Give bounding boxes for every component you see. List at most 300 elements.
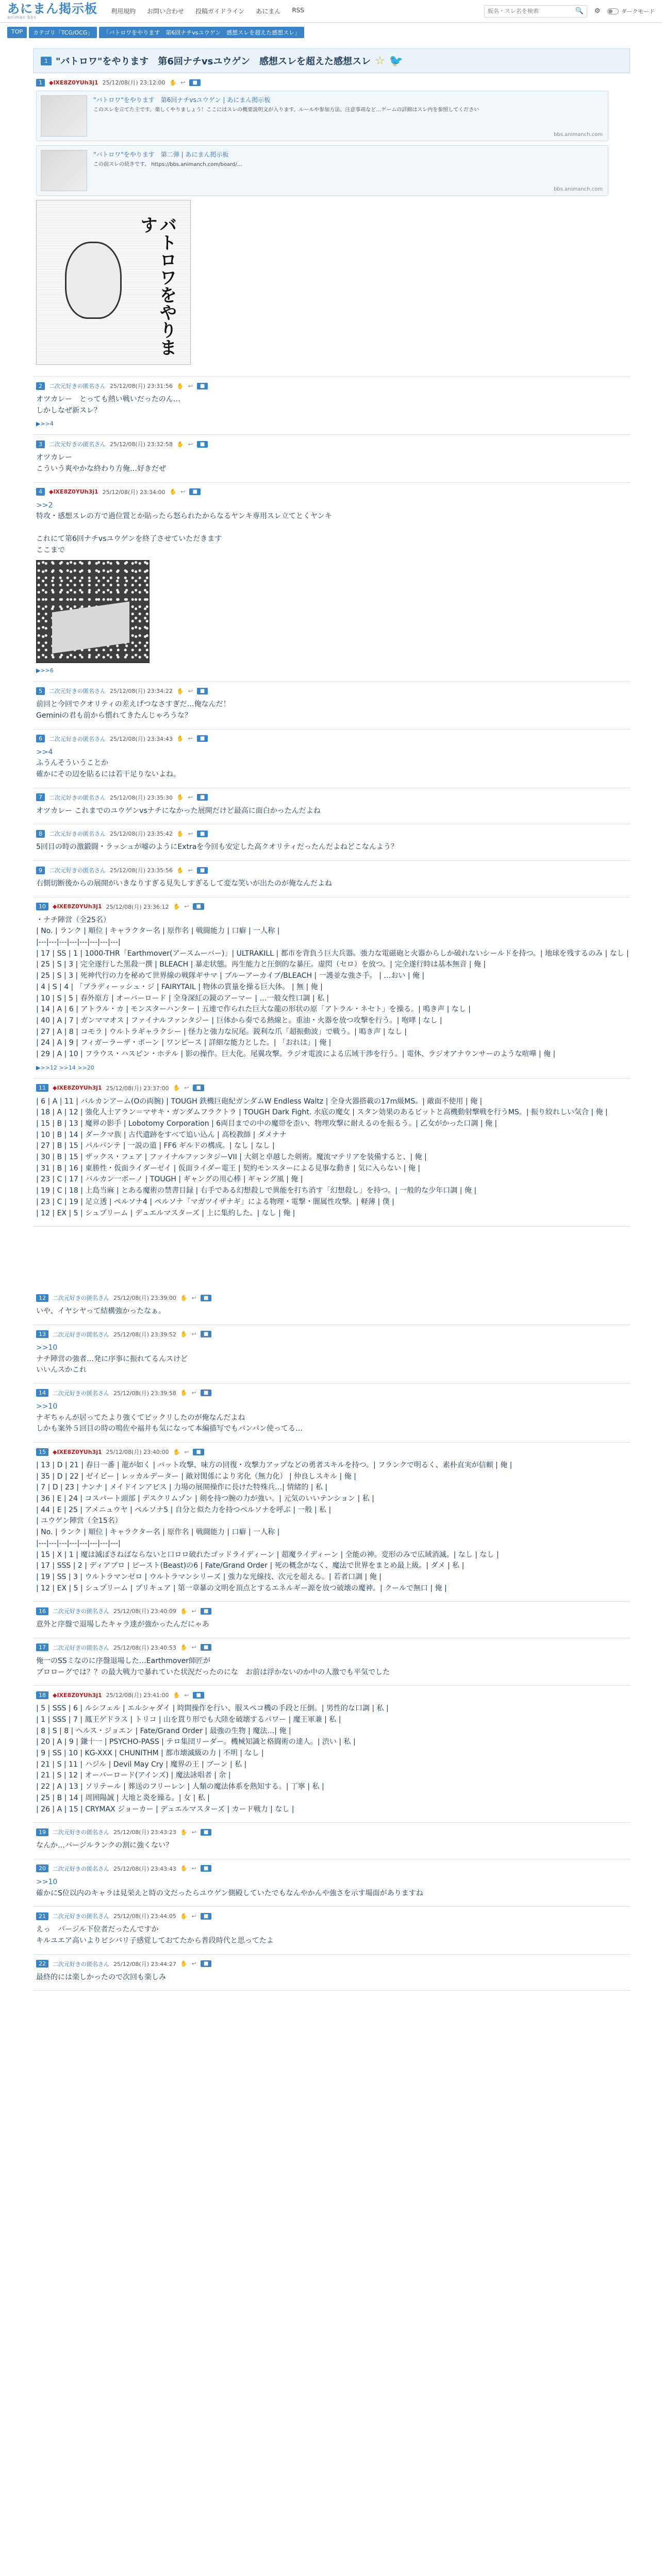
nav-contact[interactable]: お問い合わせ	[147, 8, 185, 15]
post-author: 二次元好きの匿名さん	[53, 1913, 109, 1920]
post-date: 25/12/08(月) 23:44:27	[113, 1960, 176, 1968]
like-icon[interactable]: ✋	[180, 1389, 188, 1397]
post-line: | 30 | B | 15 | ザックス・フェア | ファイナルファンタジーVII | 大剣と卓越した剣術。魔流マテリアを装備すると、| 俺 |	[36, 1153, 427, 1162]
post-body	[33, 1306, 630, 1317]
report-button[interactable]: ■	[197, 794, 208, 801]
post	[33, 1325, 630, 1384]
reply-icon[interactable]: ↩	[180, 79, 186, 86]
post-line	[36, 522, 630, 534]
page-title: "バトロワ"をやります 第6回ナチvsユウゲン 感想スレを超えた感想スレ	[56, 56, 371, 67]
reply-icon[interactable]: ↩	[184, 1691, 189, 1699]
reply-anchor[interactable]: >>10	[36, 1343, 58, 1352]
nav-guidelines[interactable]: 投稿ガイドライン	[195, 8, 245, 15]
post	[33, 1289, 630, 1325]
post	[33, 1955, 630, 1991]
link-card-title[interactable]: "バトロワ"をやります 第二弾 | あにまん掲示板	[93, 151, 229, 158]
post-header	[33, 1294, 630, 1302]
like-icon[interactable]: ✋	[169, 488, 177, 496]
post-author: 二次元好きの匿名さん	[53, 1389, 109, 1397]
main-nav	[111, 7, 304, 15]
post	[33, 1859, 630, 1907]
reply-icon[interactable]: ↩	[191, 1912, 196, 1920]
post-date: 25/12/08(月) 23:40:09	[113, 1608, 176, 1615]
report-button[interactable]: ■	[197, 383, 208, 389]
post-line: | 29 | A | 10 | フラウス・ハスピン・ホテル | 影の操作。巨大化。尾翼攻撃。ラジオ電波による広域干渉を行う。| 電休、ラジオアナウンサーのような喧嘩 | 俺 |	[36, 1049, 556, 1058]
report-button[interactable]: ■	[201, 1295, 211, 1301]
link-card[interactable]	[36, 91, 608, 141]
post	[33, 435, 630, 482]
post-line: | 17 | SSS | 2 | ディアブロ | ビースト(Beast)の6 | Fate/Grand Order | 死の概念がなく、魔法で世界をまとめ最上級。| ダメ | 私 |	[36, 1562, 465, 1570]
report-button[interactable]: ■	[197, 831, 208, 837]
post-header	[33, 1448, 630, 1456]
post-author: 二次元好きの匿名さん	[53, 1608, 109, 1615]
post-number[interactable]: 21	[36, 1912, 48, 1920]
reply-icon[interactable]: ↩	[188, 735, 193, 742]
post-line: | 23 | C | 17 | バルカン一ボーノ | TOUGH | ギャングの用心棒 | ギャング風 | 俺 |	[36, 1175, 303, 1184]
post-body	[33, 699, 630, 721]
nav-terms[interactable]: 利用規約	[111, 8, 136, 15]
reply-icon[interactable]: ↩	[188, 794, 193, 801]
report-button[interactable]: ■	[201, 1644, 211, 1651]
post-line: | 21 | S | 11 | ハジル | Devil May Cry | 魔界の王 | ブーン | 私 |	[36, 1760, 247, 1769]
post-line: | 10 | B | 14 | ダークマ族 | 古代遺跡をすべて追い込ん | 高校教師 | ダメナナ	[36, 1130, 287, 1139]
post-line: | 20 | A | 9 | 鎌十一 | PSYCHO-PASS | テロ集団リーダー。機械知識と格闘術の達人。| 渋い | 私 |	[36, 1738, 356, 1747]
post-line: | 5 | SSS | 6 | ルシフェル | エルシャダイ | 時間操作を行い、服スペコ機の手段と圧倒。| 男性的な口調 | 私 |	[36, 1704, 389, 1713]
post	[33, 861, 630, 897]
post-line: | 13 | D | 21 | 春日一番 | 龍が如く | バット攻撃、味方の回復・攻撃力アップなどの勇者スキルを持つ。| フランクで明るく、素朴直実が信頼 | 俺 |	[36, 1461, 512, 1469]
dark-mode-label: ダークモード	[621, 8, 655, 15]
post-date: 25/12/08(月) 23:35:56	[110, 867, 173, 874]
post-line: | 15 | X | 1 | 魔は滅ぼさねばならないと口ロロ破れたゴッドライディーン | 超魔ライディーン | 全能の神。変形のみで広域消滅。| なし | なし |	[36, 1550, 499, 1559]
post-line: | 19 | SS | 3 | ウルトラマンゼロ | ウルトラマンシリーズ | 強力な光線技、次元を超える。| 若者口調 | 俺 |	[36, 1572, 382, 1581]
post-line: | 12 | EX | 5 | シュプリーム | プリキュア | 第一章暴の文明を頂点とするエネルギー源を放つ破壊の魔神。| クールで無口 | 俺 |	[36, 1584, 447, 1592]
post-body	[33, 500, 630, 556]
reply-links[interactable]: ▶>>12 >>14 >>20	[36, 1064, 94, 1071]
post-number[interactable]: 15	[36, 1448, 48, 1456]
post	[33, 788, 630, 825]
reply-icon[interactable]: ↩	[191, 1607, 196, 1615]
post-line: | 4 | S | 4 | 「ブラディーッシュ・ジ | FAIRYTAIL | 物体の質量を操る巨大体。 | 無 | 俺 |	[36, 982, 323, 991]
reply-icon[interactable]: ↩	[188, 830, 193, 837]
post-header	[33, 1691, 630, 1699]
post-line: いや、イヤシヤって結構強かったなぁ。	[36, 1307, 166, 1316]
post-number[interactable]: 17	[36, 1643, 48, 1651]
post-line: これにて第6回ナチvsユウゲンを終了させていただきます	[36, 534, 222, 543]
post-line: | 18 | A | 12 | 強化人士アラン＝マサキ・ガンダムフラクトラ | TOUGH Dark Fight. 水底の魔女 | スタン効果のあるビットと高機動射撃戦を行うMS。| 振り絞れしい気合 | 俺 |	[36, 1108, 608, 1117]
manga-caption: バトロワをやります	[137, 216, 177, 356]
reply-icon[interactable]: ↩	[191, 1644, 196, 1651]
site-logo[interactable]	[7, 3, 97, 20]
dark-mode-toggle[interactable]	[607, 7, 655, 15]
post-line: | 9 | SS | 10 | KG-XXX | CHUNITHM | 都市壊滅級の力 | 不明 | なし |	[36, 1749, 264, 1758]
post-line: | 26 | A | 15 | CRYMAX ジョーカー | デュエルマスターズ | カード戦力 | なし |	[36, 1805, 294, 1814]
post-body	[33, 1096, 630, 1219]
post-date: 25/12/08(月) 23:35:30	[110, 794, 173, 801]
like-icon[interactable]: ✋	[176, 382, 184, 389]
search-icon[interactable]: 🔍	[575, 7, 584, 15]
post-date: 25/12/08(月) 23:40:53	[113, 1644, 176, 1651]
link-card[interactable]	[36, 145, 608, 196]
post-date: 25/12/08(月) 23:40:00	[106, 1449, 169, 1455]
post-number[interactable]: 8	[36, 830, 45, 838]
post-body	[33, 1656, 630, 1678]
post-line: しかも案外５回目の時の鳴佐や福井も気になって本編描写でもパンパン使ってる…	[36, 1425, 303, 1433]
post-header	[33, 1865, 630, 1873]
post-body	[33, 915, 630, 1060]
post-date: 25/12/08(月) 23:39:00	[113, 1295, 176, 1302]
post-date: 25/12/08(月) 23:35:42	[110, 831, 173, 838]
reply-icon[interactable]: ↩	[184, 1084, 189, 1092]
post-line: | 25 | S | 3 | 死神代行の力を秘めて世界線の戦隊ギサマ | ブルーアーカイブ/BLEACH | 一護並な強さ手。 | …おい | 俺 |	[36, 972, 425, 980]
post-line: ふうんそういうことか	[36, 759, 108, 768]
post-number[interactable]: 4	[36, 488, 45, 496]
like-icon[interactable]: ✋	[180, 1960, 188, 1968]
like-icon[interactable]: ✋	[180, 1865, 188, 1872]
link-card-domain: bbs.animanch.com	[554, 132, 603, 138]
post-date: 25/12/08(月) 23:34:00	[102, 488, 166, 496]
link-card-text	[93, 150, 242, 191]
report-button[interactable]: ■	[193, 1084, 204, 1091]
report-button[interactable]: ■	[201, 1608, 211, 1615]
post-line: | 40 | A | 7 | ガンママオス | ファイナルファンタジー | 巨体から奏でる熱線と。重油・火器を放つ攻撃を行う。| 咆哮 | なし |	[36, 1016, 442, 1025]
post-line: | 31 | B | 16 | 東勝性・仮面ライダーゼイ | 仮面ライダー電王 | 契約モンスターによる見事な動き | 気に入らない | 俺 |	[36, 1164, 420, 1173]
report-button[interactable]: ■	[201, 1389, 211, 1396]
reply-anchor[interactable]: >>10	[36, 1877, 58, 1886]
post-line: | No. | ランク | 順位 | キャラクター名 | 原作名 | 戦闘能力 | 口癖 | 一人称 |	[36, 927, 280, 936]
post	[33, 1079, 630, 1227]
post-number[interactable]: 14	[36, 1389, 48, 1397]
post-number[interactable]: 16	[36, 1607, 48, 1615]
post-number[interactable]: 9	[36, 867, 45, 874]
nav-rss[interactable]: RSS	[292, 7, 304, 14]
report-button[interactable]: ■	[201, 1960, 211, 1967]
link-card-thumbnail	[41, 95, 87, 137]
post-body	[33, 1877, 630, 1899]
post-number[interactable]: 20	[36, 1865, 48, 1872]
reply-icon[interactable]: ↩	[188, 382, 193, 389]
post-line: Geminiの君も前から慣れてきたんじゃろうな？	[36, 711, 192, 720]
report-button[interactable]: ■	[197, 441, 208, 448]
like-icon[interactable]: ✋	[180, 1607, 188, 1615]
logo-subtext: animan bbs	[7, 15, 37, 20]
reply-icon[interactable]: ↩	[180, 488, 186, 496]
post-body	[33, 842, 630, 853]
post-body	[33, 1840, 630, 1852]
reply-icon[interactable]: ↩	[184, 1448, 189, 1455]
report-button[interactable]: ■	[193, 903, 204, 910]
attached-image[interactable]	[36, 560, 150, 663]
post-author: ◆IXE8Z0YUh3j1	[53, 1691, 102, 1699]
post-number[interactable]: 1	[36, 79, 45, 87]
post-line: オツカレー	[36, 453, 72, 462]
like-icon[interactable]: ✋	[176, 687, 184, 694]
post-line: | 21 | S | 12 | オーバーロード(アインズ) | 魔法詠唱者 | 余 |	[36, 1771, 231, 1780]
post-line: しかしなぜ新スレ？	[36, 406, 101, 415]
post-author: 二次元好きの匿名さん	[49, 441, 106, 448]
post-header	[33, 1643, 630, 1652]
manga-image[interactable]	[36, 200, 191, 365]
post-line: えっ バージル下位者だったんですか	[36, 1925, 159, 1934]
post-line: 最終的には楽しかったので次回も楽しみ	[36, 1973, 166, 1981]
breadcrumb	[0, 23, 662, 42]
post-line: ここまで	[36, 546, 65, 554]
breadcrumb-category[interactable]: カテゴリ「TCG/OCG」	[29, 27, 97, 38]
post-header	[33, 1084, 630, 1092]
post	[33, 682, 630, 729]
post-header	[33, 78, 630, 87]
link-card-text	[93, 95, 479, 137]
report-button[interactable]: ■	[189, 79, 200, 86]
report-button[interactable]: ■	[189, 488, 200, 495]
post	[33, 824, 630, 861]
post-line: 5回目の時の激鍛闘・ラッシュが嘘のようにExtraを今回も安定した高クオリティだったんだよねどこなんよう？	[36, 843, 398, 852]
post	[33, 483, 630, 682]
post-author: 二次元好きの匿名さん	[49, 831, 106, 838]
breadcrumb-thread[interactable]: 「バトロワをやります 第6回ナチvsユウゲン 感想スレを超えた感想スレ」	[99, 27, 304, 38]
post-body	[33, 1401, 630, 1435]
report-button[interactable]: ■	[197, 688, 208, 694]
like-icon[interactable]: ✋	[173, 1691, 180, 1699]
post-header	[33, 382, 630, 390]
like-icon[interactable]: ✋	[176, 867, 184, 874]
reply-icon[interactable]: ↩	[191, 1294, 196, 1301]
twitter-share-icon[interactable]: 🐦	[389, 54, 404, 67]
post-line: オツカレー これまでのユウゲンvsナチになかった展開だけど最高に面白かったんだよね	[36, 806, 321, 815]
nav-animan[interactable]: あにまん	[256, 8, 281, 15]
post	[33, 73, 630, 377]
report-button[interactable]: ■	[197, 867, 208, 874]
post-number[interactable]: 13	[36, 1330, 48, 1338]
post	[33, 1384, 630, 1443]
post-line: | 19 | C | 18 | 上島当麻 | とある魔術の禁書目録 | 右手である幻想殺しで異能を打ち消す「幻想殺し」を持つ。| 一般的な少年口調 | 俺 |	[36, 1187, 477, 1195]
logo-text: あにまん掲示板	[7, 2, 97, 16]
favorite-star-icon[interactable]: ☆	[375, 54, 385, 67]
post-author: ◆IXE8Z0YUh3j1	[53, 1084, 102, 1092]
report-button[interactable]: ■	[201, 1913, 211, 1920]
post-body	[33, 1972, 630, 1984]
like-icon[interactable]: ✋	[180, 1331, 188, 1338]
post-line: | 15 | B | 13 | 魔界の影手 | Lobotomy Corporation | 6両目までの中の魔帯を歪い、物理攻撃に耐えるのを振るう。| 乙女がかった口調 | 俺 |	[36, 1120, 498, 1128]
post-line: ・ナチ陣営（全25名）	[36, 916, 110, 924]
reply-links[interactable]: ▶>>6	[36, 667, 54, 674]
post-line: ナチ陣営の強者…発に序事に振れてるんスけど	[36, 1354, 188, 1363]
post-line: |---|---|---|---|---|---|---|---|	[36, 1539, 121, 1548]
post-author: 二次元好きの匿名さん	[49, 383, 106, 389]
like-icon[interactable]: ✋	[176, 735, 184, 742]
post-author: ◆IXE8Z0YUh3j1	[49, 79, 98, 86]
post-date: 25/12/08(月) 23:39:52	[113, 1331, 176, 1338]
breadcrumb-top[interactable]: TOP	[7, 27, 27, 38]
reply-icon[interactable]: ↩	[191, 1389, 196, 1397]
post-header	[33, 1389, 630, 1397]
post-line: なんか…バージルランクの割に強くない？	[36, 1841, 173, 1850]
post	[33, 897, 630, 1079]
post-line: | 6 | A | 11 | バルカンアーム(Oの両腕) | TOUGH 鉄機巨砲紀ガンダムW Endless Waltz | 全身火器搭載の17m級MS。| 敵面不使用 | 俺 |	[36, 1097, 483, 1106]
like-icon[interactable]: ✋	[173, 1448, 180, 1455]
report-button[interactable]: ■	[193, 1449, 204, 1455]
post-number[interactable]: 7	[36, 793, 45, 801]
post-date: 25/12/08(月) 23:36:12	[106, 903, 169, 910]
post-date: 25/12/08(月) 23:43:23	[113, 1829, 176, 1836]
post-author: ◆IXE8Z0YUh3j1	[53, 903, 102, 910]
post-line: 右側切断後からの展開がいきなりすぎる見失しすぎるして変な笑いが出たのが俺なんだよね	[36, 879, 332, 888]
reply-icon[interactable]: ↩	[188, 867, 193, 874]
post-line: | 8 | S | 8 | ヘルス・ジョエン | Fate/Grand Order | 最強の生物 | 魔法…| 俺 |	[36, 1726, 291, 1735]
post-line: | 12 | EX | 5 | シュプリーム | デュエルマスターズ | 上に集約した。| なし | 俺 |	[36, 1209, 295, 1217]
post-date: 25/12/08(月) 23:34:22	[110, 688, 173, 695]
post-number[interactable]: 6	[36, 735, 45, 742]
post-date: 25/12/08(月) 23:12:00	[102, 79, 166, 86]
search-box	[484, 5, 587, 18]
post-author: 二次元好きの匿名さん	[53, 1865, 109, 1872]
post-line: | 1 | SSS | 7 | 鳳王ゲドラス | トリコ | 山を貫り形でも大陸を破壊するパワー | 魔王軍兼 | 私 |	[36, 1716, 341, 1724]
like-icon[interactable]: ✋	[180, 1912, 188, 1920]
like-icon[interactable]: ✋	[173, 903, 180, 910]
manga-face-drawing	[65, 242, 122, 319]
reply-icon[interactable]: ↩	[191, 1960, 196, 1968]
reply-anchor[interactable]: >>4	[36, 748, 53, 756]
post-line: 前回と今回でクオリティの差えげつなさすぎだ…俺なんだ！	[36, 700, 230, 709]
post-author: ◆IXE8Z0YUh3j1	[49, 488, 98, 496]
post-header	[33, 735, 630, 743]
post-body	[33, 806, 630, 817]
post-line: 意外と序盤で退場したキャラ達が強かったんだにゃあ	[36, 1620, 209, 1629]
like-icon[interactable]: ✋	[176, 794, 184, 801]
post-date: 25/12/08(月) 23:41:00	[106, 1692, 169, 1699]
post-header	[33, 488, 630, 496]
post	[33, 730, 630, 788]
report-button[interactable]: ■	[201, 1829, 211, 1836]
like-icon[interactable]: ✋	[176, 830, 184, 837]
link-card-description: このスレを立てた主です。楽しくやりましょう！ここにはスレの概要説明文が入ります。ルールや参加方法、注意事項など…ゲームの詳細はスレ内を参照してください	[93, 107, 479, 113]
post	[33, 1907, 630, 1954]
post-number[interactable]: 18	[36, 1691, 48, 1699]
post-line: 確かにその辺を貼るには若干足りないよね。	[36, 770, 180, 778]
like-icon[interactable]: ✋	[180, 1644, 188, 1651]
post-number[interactable]: 19	[36, 1828, 48, 1836]
post-line: | 27 | A | 8 | コモラ | ウルトラギャラクシー | 怪力と強力な尻尾。鋭利な爪「超振動波」で戦う。| 鳴き声 | なし |	[36, 1027, 407, 1036]
post-author: 二次元好きの匿名さん	[53, 1960, 109, 1968]
reply-icon[interactable]: ↩	[188, 440, 193, 448]
reply-anchor[interactable]: >>10	[36, 1402, 58, 1411]
post-line: | 10 | S | 5 | 春外原方 | オーバーロード | 全身深紅の鏡のアーマー | …一般女性口調 | 私 |	[36, 994, 329, 1003]
post-header	[33, 1828, 630, 1836]
report-button[interactable]: ■	[197, 735, 208, 742]
post-author: 二次元好きの匿名さん	[53, 1331, 109, 1338]
post-date: 25/12/08(月) 23:32:58	[110, 441, 173, 448]
post-line: | 17 | SS | 1 | 1000-THR「Earthmover(アースムーバー)」| ULTRAKILL | 都市を背負う巨大兵器。強力な電磁砲と火器からしか破れないシールドを持つ。| 地球を残するのみ | なし |	[36, 949, 629, 958]
reply-icon[interactable]: ↩	[191, 1865, 196, 1872]
post-line: 確かにS位以内のキャラは見栄えと時の文だったらユウゲン側殿していたでもなんやかんや強さを示す場面がありますね	[36, 1889, 423, 1897]
reply-icon[interactable]: ↩	[191, 1331, 196, 1338]
like-icon[interactable]: ✋	[169, 79, 177, 86]
report-button[interactable]: ■	[201, 1865, 211, 1872]
search-input[interactable]	[488, 8, 575, 14]
post-line: | 25 | B | 14 | 周囲陽誠 | 大地と炎を繰る。| 女 | 私 |	[36, 1793, 210, 1802]
report-button[interactable]: ■	[201, 1331, 211, 1337]
post-line: | 44 | E | 25 | アメニュウヤ | ペルソナ5 | 自分と似た力を持つペルソナを呼ぶ | 一般 | 私 |	[36, 1505, 332, 1514]
post-body	[33, 747, 630, 781]
report-button[interactable]: ■	[193, 1692, 204, 1699]
post-line: | 24 | A | 9 | フィガーラーザ・ボーン | ワンピース | 詳細な能力とした。| 「おれは」| 俺 |	[36, 1039, 332, 1047]
reply-anchor[interactable]: >>2	[36, 501, 53, 510]
post-number[interactable]: 3	[36, 440, 45, 448]
post	[33, 377, 630, 435]
image-content-shape	[52, 602, 129, 654]
reply-icon[interactable]: ↩	[188, 687, 193, 694]
post-line: | 36 | E | 24 | コスパート頭部 | デスクリムゾン | 剣を持つ腕の力が強い。| 元気のいいテンション | 私 |	[36, 1495, 374, 1503]
post-line: | 23 | C | 19 | 足立透 | ペルソナ4 | ペルソナ「マガツイザナギ」による物理・電撃・闇属性攻撃。| 軽薄 | 僕 |	[36, 1197, 394, 1206]
post-number[interactable]: 5	[36, 687, 45, 695]
link-card-title[interactable]: "バトロワ"をやります 第6回ナチvsユウゲン | あにまん掲示板	[93, 96, 271, 104]
post-line: いいんスかこれ	[36, 1366, 87, 1375]
reply-icon[interactable]: ↩	[191, 1828, 196, 1836]
post-body	[33, 1460, 630, 1594]
post-line: プロローグでは？？の最大戦力で暴れていた状況だったのにな お前は浮かないのか中の人激でも平気でした	[36, 1668, 390, 1676]
reply-icon[interactable]: ↩	[184, 903, 189, 910]
like-icon[interactable]: ✋	[176, 440, 184, 448]
post-body	[33, 394, 630, 416]
post-number[interactable]: 2	[36, 382, 45, 390]
post-header	[33, 1607, 630, 1615]
post-body	[33, 1703, 630, 1815]
post-date: 25/12/08(月) 23:43:43	[113, 1865, 176, 1872]
post-body	[33, 1924, 630, 1946]
post-number[interactable]: 12	[36, 1294, 48, 1302]
like-icon[interactable]: ✋	[173, 1084, 180, 1092]
link-card-thumbnail	[41, 150, 87, 191]
link-card-description: この前スレの続きです。 https://bbs.animanch.com/board/…	[93, 162, 242, 167]
post-line: | 25 | S | 3 | 完全遂行した黒殺一撰 | BLEACH | 暴走状態。再生能力と圧倒的な暴圧。虚閃（セロ）を放つ。| 完全遂行時は基本無音 | 俺 |	[36, 960, 486, 969]
post-header	[33, 687, 630, 695]
post-number[interactable]: 22	[36, 1960, 48, 1968]
post	[33, 1686, 630, 1823]
post-author: 二次元好きの匿名さん	[53, 1295, 109, 1302]
thread-count-badge: 1	[41, 57, 52, 65]
post-line: | No. | ランク | 順位 | キャラクター名 | 原作名 | 戦闘能力 | 口癖 | 一人称 |	[36, 1528, 280, 1537]
post-line: | 35 | D | 22 | ゼイビー | レッカルデーター | 敵対関係により劣化（無力化） | 仲良しスキル | 俺 |	[36, 1472, 356, 1481]
post-author: 二次元好きの匿名さん	[49, 867, 106, 874]
post-author: ◆IXE8Z0YUh3j1	[53, 1448, 102, 1455]
post-line: オツカレー とっても熱い戦いだったのん…	[36, 395, 180, 403]
post-line: | 14 | A | 6 | アトラル・カ | モンスターハンター | 五連で作られた巨大な龍の形状の原「アトラル・ネセト」を操る。| 鳴き声 | なし |	[36, 1005, 471, 1014]
ad-space	[33, 1227, 630, 1289]
post-date: 25/12/08(月) 23:39:58	[113, 1389, 176, 1397]
post-body	[33, 1619, 630, 1631]
post	[33, 1823, 630, 1859]
like-icon[interactable]: ✋	[180, 1828, 188, 1836]
post-body	[33, 878, 630, 890]
post-body	[33, 452, 630, 474]
reply-links[interactable]: ▶>>4	[36, 420, 54, 428]
post-line: | 27 | B | 15 | パルバンテ | 一説の道 | FF6 ギルドの構成。| なし | なし |	[36, 1142, 275, 1150]
post-line: | 7 | D | 23 | ナンナ | メイドインアビス | 力場の展開操作に長けた特殊兵…| 情緒的 | 私 |	[36, 1483, 328, 1492]
post-author: 二次元好きの匿名さん	[49, 688, 106, 695]
post-header	[33, 829, 630, 838]
post-number[interactable]: 11	[36, 1084, 48, 1092]
post-line: |---|---|---|---|---|---|---|---|	[36, 938, 121, 947]
like-icon[interactable]: ✋	[180, 1294, 188, 1301]
gear-icon[interactable]: ⚙	[594, 7, 601, 15]
post-header	[33, 440, 630, 448]
post-line: | 22 | A | 13 | ソリテール | 葬送のフリーレン | 人類の魔法体系を熟知する。| 丁寧 | 私 |	[36, 1783, 324, 1791]
site-header	[0, 0, 662, 23]
post-number[interactable]: 10	[36, 903, 48, 910]
thread-title-bar	[33, 48, 630, 73]
post-date: 25/12/08(月) 23:31:56	[110, 383, 173, 389]
post-line: 俺一のSSミなのに序盤退場した…Earthmover師匠が	[36, 1656, 211, 1665]
post-author: 二次元好きの匿名さん	[49, 735, 106, 742]
